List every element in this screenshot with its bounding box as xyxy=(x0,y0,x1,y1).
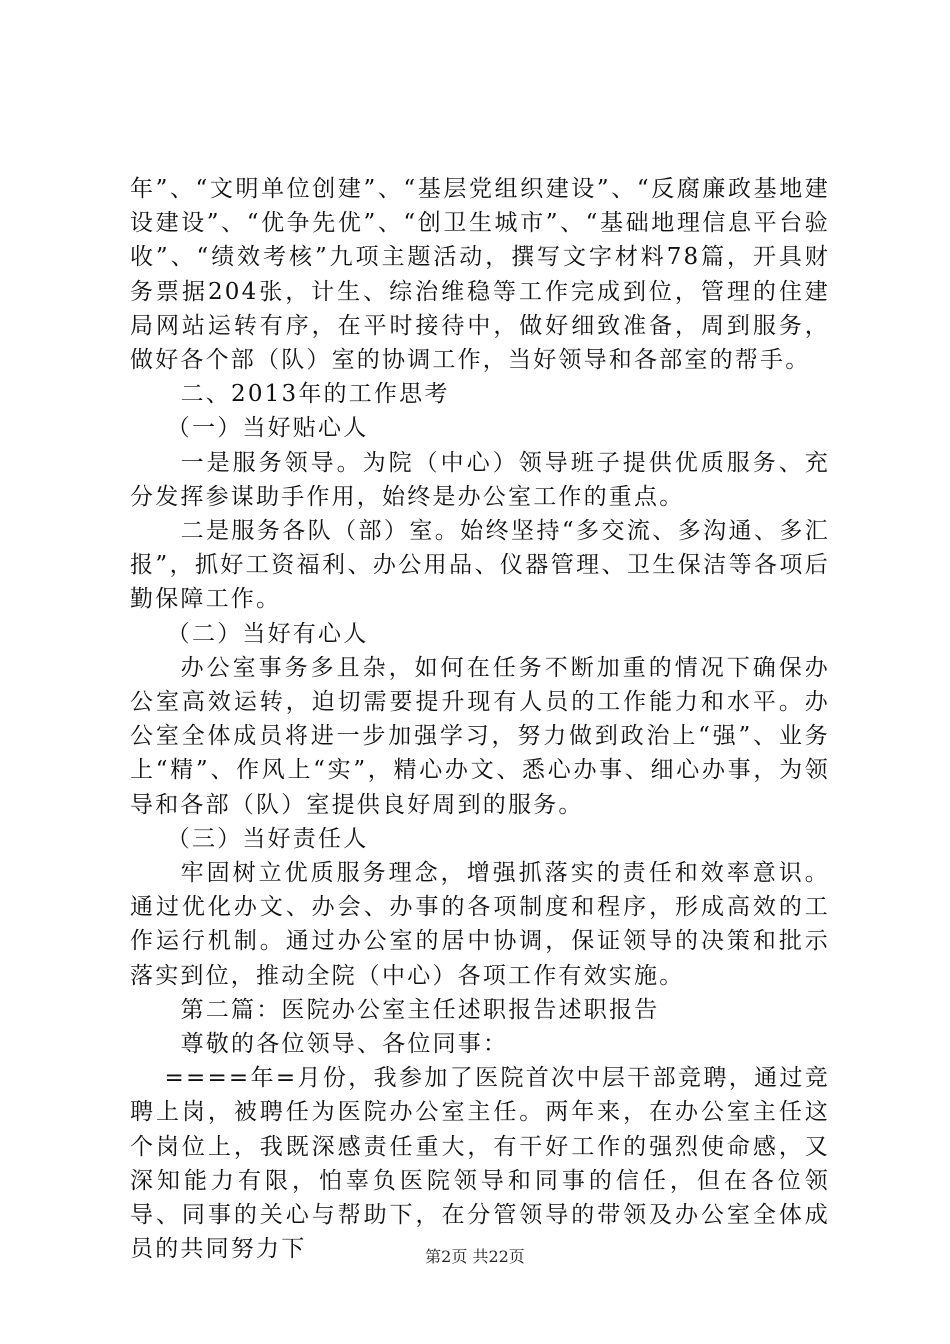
heading-2013-work-thoughts: 二、2013年的工作思考 xyxy=(180,381,450,408)
subheading-responsible-person: （三）当好责任人 xyxy=(166,825,369,852)
page-footer: 第2页 共22页 xyxy=(425,1247,525,1266)
paragraph-office-affairs: 办公室事务多且杂，如何在任务不断加重的情况下确保办公室高效运转，迫切需要提升现有人员的工作能力和水平。办公室全体成员将进一步加强学习，努力做到政治上“强”、业务上“精”、作风上“实”，精心办文、悉心办事、细心办事，为领导和各部（队）室提供良好周到的服务。 xyxy=(130,654,830,818)
paragraph-continued: 年”、“文明单位创建”、“基层党组织建设”、“反腐廉政基地建设建设”、“优争先优”、“创卫生城市”、“基础地理信息平台验收”、“绩效考核”九项主题活动，撰写文字材料78篇，开具财务票据204张，计生、综治维稳等工作完成到位，管理的住建局网站运转有序，在平时接待中，做好细致准备，周到服务，做好各个部（队）室的协调工作，当好领导和各部室的帮手。 xyxy=(130,176,830,374)
heading-part-two: 第二篇：医院办公室主任述职报告述职报告 xyxy=(180,996,660,1023)
paragraph-intro: ====年=月份，我参加了医院首次中层干部竞聘，通过竞聘上岗，被聘任为医院办公室主任。两年来，在办公室主任这个岗位上，我既深感责任重大，有干好工作的强烈使命感，又深知能力有限，怕辜负医院领导和同事的信任，但在各位领导、同事的关心与帮助下，在分管领导的带领及办公室全体成员的共同努力下 xyxy=(130,1065,830,1263)
paragraph-serve-departments: 二是服务各队（部）室。始终坚持“多交流、多沟通、多汇报”，抓好工资福利、办公用品、仪器管理、卫生保洁等各项后勤保障工作。 xyxy=(130,518,830,613)
paragraph-greeting: 尊敬的各位领导、各位同事： xyxy=(180,1031,509,1058)
paragraph-service-concept: 牢固树立优质服务理念，增强抓落实的责任和效率意识。通过优化办文、办会、办事的各项制度和程序，形成高效的工作运行机制。通过办公室的居中协调，保证领导的决策和批示落实到位，推动全院（中心）各项工作有效实施。 xyxy=(130,860,830,989)
paragraph-serve-leaders: 一是服务领导。为院（中心）领导班子提供优质服务、充分发挥参谋助手作用，始终是办公室工作的重点。 xyxy=(130,449,830,510)
subheading-attentive-person: （二）当好有心人 xyxy=(166,620,369,647)
document-body xyxy=(130,172,830,1267)
subheading-caring-person: （一）当好贴心人 xyxy=(166,415,369,442)
